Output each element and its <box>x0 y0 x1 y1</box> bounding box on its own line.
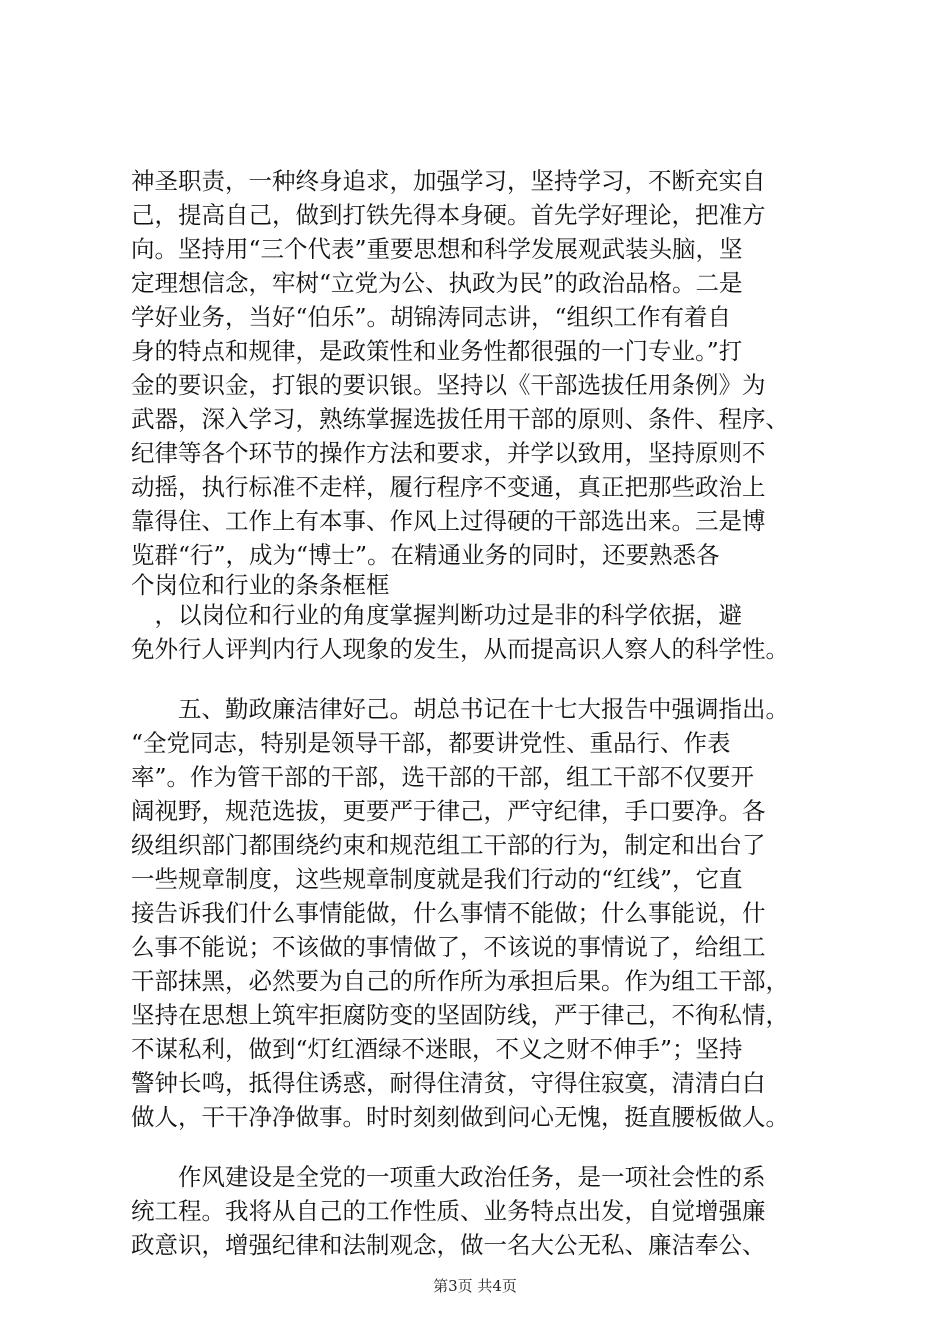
text-line: 学好业务，当好“伯乐”。胡锦涛同志讲，“组织工作有着自 <box>131 303 732 331</box>
text-line: 定理想信念，牢树“立党为公、执政为民”的政治品格。二是 <box>131 269 743 297</box>
text-line: 免外行人评判内行人现象的发生，从而提高识人察人的科学性。 <box>131 635 789 663</box>
text-line: 个岗位和行业的条条框框 <box>131 571 390 599</box>
text-line: 动摇，执行标准不走样，履行程序不变通，真正把那些政治上 <box>131 473 766 501</box>
text-line: ，以岗位和行业的角度掌握判断功过是非的科学依据，避 <box>131 601 742 629</box>
text-line: 统工程。我将从自己的工作性质、业务特点出发，自觉增强廉 <box>131 1197 766 1225</box>
text-line: 么事不能说；不该做的事情做了，不该说的事情说了，给组工 <box>131 933 766 961</box>
text-line: 作风建设是全党的一项重大政治任务，是一项社会性的系 <box>131 1163 766 1191</box>
text-line: 五、勤政廉洁律好己。胡总书记在十七大报告中强调指出。 <box>131 695 789 723</box>
text-line: 不谋私利，做到“灯红酒绿不迷眼，不义之财不伸手”；坚持 <box>131 1035 743 1063</box>
text-line: 率”。作为管干部的干部，选干部的干部，组工干部不仅要开 <box>131 763 755 791</box>
page-number: 第3页 共4页 <box>433 1277 517 1295</box>
text-line: 己，提高自己，做到打铁先得本身硬。首先学好理论，把准方 <box>131 201 766 229</box>
text-line: “全党同志，特别是领导干部，都要讲党性、重品行、作表 <box>131 729 731 757</box>
text-line: 览群“行”，成为“博士”。在精通业务的同时，还要熟悉各 <box>131 541 720 569</box>
text-line: 干部抹黑，必然要为自己的所作所为承担后果。作为组工干部， <box>131 967 789 995</box>
text-line: 坚持在思想上筑牢拒腐防变的坚固防线，严于律己，不徇私情， <box>131 1001 789 1029</box>
text-line: 靠得住、工作上有本事、作风上过得硬的干部选出来。三是博 <box>131 507 766 535</box>
text-line: 神圣职责，一种终身追求，加强学习，坚持学习，不断充实自 <box>131 167 766 195</box>
text-line: 警钟长鸣，抵得住诱惑，耐得住清贫，守得住寂寞，清清白白 <box>131 1069 766 1097</box>
text-line: 级组织部门都围绕约束和规范组工干部的行为，制定和出台了 <box>131 831 766 859</box>
text-line: 向。坚持用“三个代表”重要思想和科学发展观武装头脑，坚 <box>131 235 743 263</box>
text-line: 阔视野，规范选拔，更要严于律己，严守纪律，手口要净。各 <box>131 797 766 825</box>
text-line: 一些规章制度，这些规章制度就是我们行动的“红线”，它直 <box>131 865 743 893</box>
text-line: 武器，深入学习，熟练掌握选拔任用干部的原则、条件、程序、 <box>131 405 789 433</box>
text-line: 身的特点和规律，是政策性和业务性都很强的一门专业。”打 <box>131 337 743 365</box>
text-line: 纪律等各个环节的操作方法和要求，并学以致用，坚持原则不 <box>131 439 766 467</box>
text-line: 政意识，增强纪律和法制观念，做一名大公无私、廉洁奉公、 <box>131 1231 766 1259</box>
text-line: 接告诉我们什么事情能做，什么事情不能做；什么事能说，什 <box>131 899 766 927</box>
text-line: 金的要识金，打银的要识银。坚持以《干部选拔任用条例》为 <box>131 371 766 399</box>
text-line: 做人，干干净净做事。时时刻刻做到问心无愧，挺直腰板做人。 <box>131 1103 789 1131</box>
